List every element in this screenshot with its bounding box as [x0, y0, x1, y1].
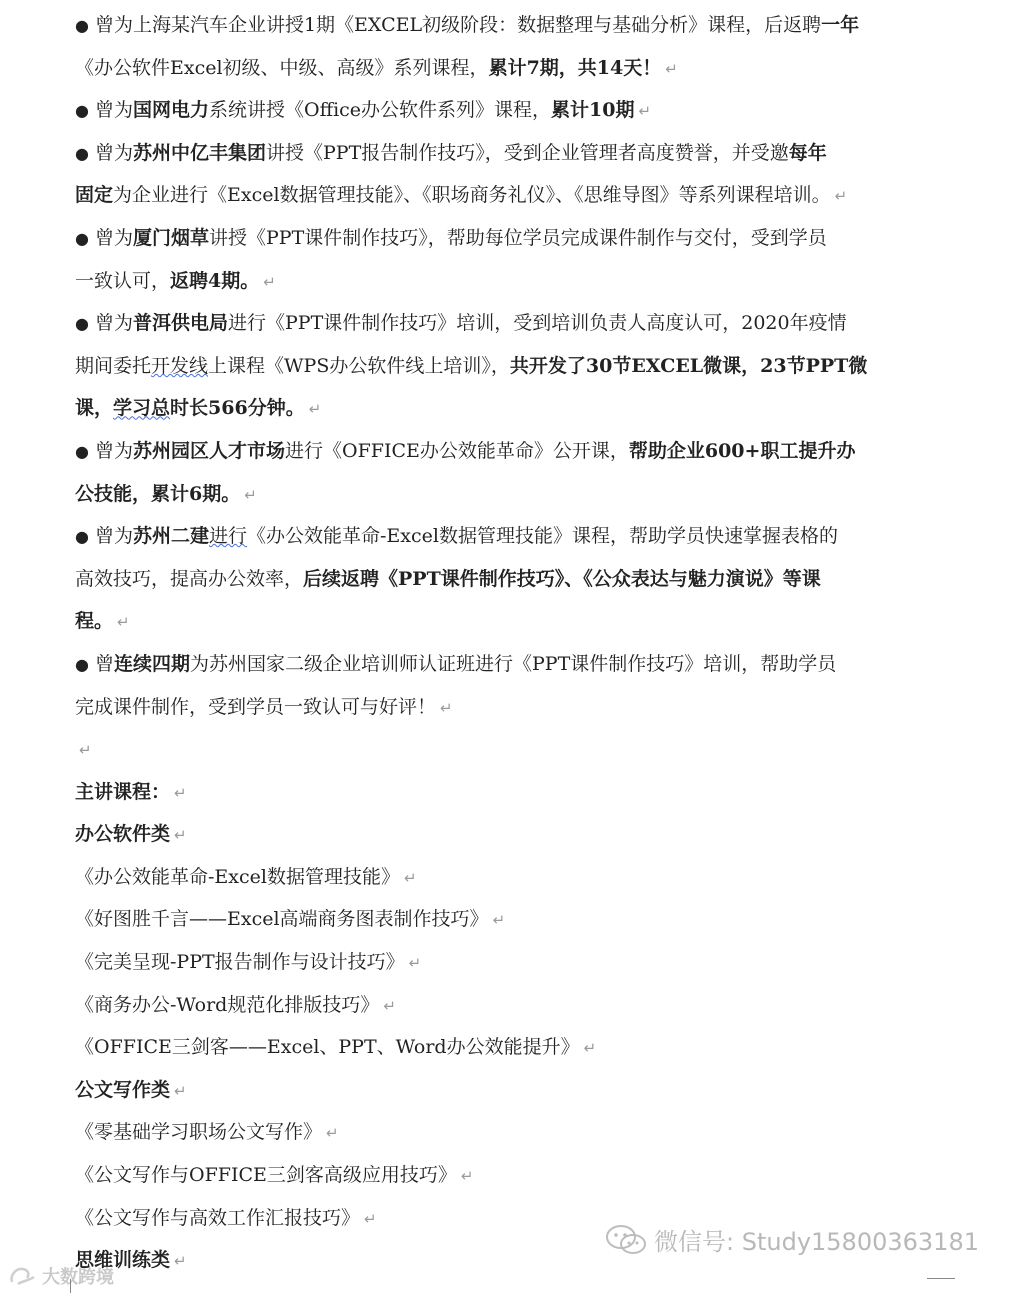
paragraph [75, 217, 935, 302]
paragraph [75, 643, 935, 728]
paragraph [75, 1026, 935, 1069]
text-line [75, 345, 935, 388]
paragraph-mark-icon: ↵ [403, 868, 417, 887]
paragraph [75, 771, 935, 814]
paragraph [75, 4, 935, 89]
text-run: 曾为 [94, 141, 133, 164]
text-line [75, 430, 935, 473]
text-line [75, 174, 935, 217]
bold-text-run: 苏州园区人才市场 [132, 439, 285, 462]
document-body [75, 4, 935, 1282]
paragraph-mark-icon: ↵ [263, 272, 276, 291]
bold-text-run: 国网电力 [132, 99, 209, 122]
text-run: 《OFFICE三剑客——Excel、PPT、Word办公效能提升》 [75, 1036, 580, 1059]
logo-watermark-text: 大数跨境 [42, 1267, 114, 1288]
paragraph-mark-icon: ↵ [460, 1167, 474, 1186]
page-corner-mark [927, 1278, 955, 1293]
paragraph-mark-icon: ↵ [408, 954, 422, 973]
bold-text-run: 思维训练类 [75, 1249, 171, 1272]
text-run: 《完美呈现-PPT报告制作与设计技巧》 [75, 951, 405, 974]
text-line [75, 515, 935, 558]
paragraph-mark-icon: ↵ [174, 783, 187, 802]
paragraph-mark-icon: ↵ [638, 102, 652, 121]
bold-text-run: 连续四期 [113, 652, 190, 675]
paragraph [75, 898, 935, 941]
text-run: 《商务办公-Word规范化排版技巧》 [75, 993, 380, 1016]
text-line [75, 132, 935, 175]
bullet-icon: ● [75, 441, 89, 461]
bold-text-run: 共开发了30节EXCEL微课，23节PPT微 [509, 354, 868, 377]
text-line [75, 1111, 935, 1154]
paragraph [75, 984, 935, 1027]
paragraph [75, 728, 935, 771]
paragraph-mark-icon: ↵ [79, 741, 92, 760]
text-run: 《办公效能革命-Excel数据管理技能》 [75, 865, 400, 888]
text-line [75, 643, 935, 686]
text-line [75, 387, 935, 430]
bold-text-run: 固定 [75, 184, 114, 207]
text-line [75, 771, 935, 814]
paragraph [75, 856, 935, 899]
text-line [75, 813, 935, 856]
text-run: 《公文写作与高效工作汇报技巧》 [75, 1206, 361, 1229]
paragraph-mark-icon: ↵ [383, 996, 396, 1015]
paragraph-mark-icon: ↵ [834, 187, 848, 206]
text-run: 为苏州国家二级企业培训师认证班进行《PPT课件制作技巧》培训，帮助学员 [190, 652, 837, 675]
text-run: 讲授《PPT报告制作技巧》，受到企业管理者高度赞誉，并受邀 [266, 141, 789, 164]
text-run: 曾 [94, 652, 114, 675]
bold-text-run: 普洱供电局 [132, 312, 228, 335]
bold-text-run: 厦门烟草 [132, 226, 209, 249]
paragraph-mark-icon: ↵ [440, 698, 453, 717]
text-line [75, 600, 935, 643]
text-run: 进行《PPT课件制作技巧》培训，受到培训负责人高度认可，2020年疫情 [228, 312, 847, 335]
text-run: 曾为上海某汽车企业讲授1期《EXCEL初级阶段：数据整理与基础分析》课程，后返聘 [94, 14, 822, 36]
wechat-watermark-text: 微信号: Study15800363181 [654, 1228, 979, 1256]
text-run: 曾为 [94, 525, 133, 548]
text-line [75, 728, 935, 771]
text-run: 曾为 [94, 439, 133, 462]
paragraph [75, 302, 935, 430]
paragraph [75, 89, 935, 132]
bold-text-run: 累计10期 [551, 99, 635, 122]
logo-icon [8, 1265, 38, 1287]
text-run: 期间委托 [75, 354, 152, 377]
bold-text-run: 程。 [75, 610, 114, 633]
paragraph [75, 941, 935, 984]
bold-text-run: 返聘4期。 [170, 269, 260, 292]
paragraph-mark-icon: ↵ [583, 1039, 597, 1058]
bold-text-run: 每年 [788, 141, 827, 164]
bullet-icon: ● [75, 314, 89, 334]
text-line [75, 260, 935, 303]
text-run: 曾为 [94, 99, 133, 122]
text-line [75, 984, 935, 1027]
paragraph [75, 1154, 935, 1197]
bullet-icon: ● [75, 101, 89, 121]
bold-text-run: 一年 [821, 14, 860, 36]
text-run: 完成课件制作，受到学员一致认可与好评！ [75, 695, 437, 718]
paragraph-mark-icon: ↵ [174, 826, 187, 845]
bullet-icon: ● [75, 143, 89, 163]
bullet-icon: ● [75, 228, 89, 248]
text-line [75, 89, 935, 132]
text-line [75, 558, 935, 601]
text-run: 上课程《WPS办公软件线上培训》， [208, 354, 510, 377]
text-run: 系统讲授《Office办公软件系列》课程， [209, 99, 552, 122]
paragraph [75, 430, 935, 515]
text-run: 曾为 [94, 312, 133, 335]
paragraph-mark-icon: ↵ [117, 613, 130, 632]
bold-text-run: 苏州二建 [132, 525, 209, 548]
bold-text-run: 帮助企业600+职工提升办 [628, 439, 856, 462]
paragraph-mark-icon: ↵ [492, 911, 506, 930]
wechat-watermark [604, 1222, 979, 1257]
text-line [75, 898, 935, 941]
bold-text-run: 公文写作类 [75, 1078, 171, 1101]
page-corner-mark [48, 1279, 71, 1293]
paragraph-mark-icon: ↵ [174, 1081, 187, 1100]
bold-text-run: 课， [75, 397, 114, 420]
text-run: 《办公效能革命-Excel数据管理技能》课程，帮助学员快速掌握表格的 [247, 525, 838, 548]
text-line [75, 941, 935, 984]
text-run: 《零基础学习职场公文写作》 [75, 1121, 323, 1144]
text-run: 高效技巧，提高办公效率， [75, 567, 304, 590]
text-line [75, 686, 935, 729]
text-line [75, 217, 935, 260]
text-line [75, 856, 935, 899]
paragraph-mark-icon: ↵ [244, 485, 257, 504]
text-run: 《好图胜千言——Excel高端商务图表制作技巧》 [75, 908, 489, 931]
spellcheck-text-run: 进行 [209, 525, 248, 548]
paragraph [75, 813, 935, 856]
paragraph-mark-icon: ↵ [326, 1124, 339, 1143]
paragraph [75, 1069, 935, 1112]
text-run: 讲授《PPT课件制作技巧》，帮助每位学员完成课件制作与交付，受到学员 [209, 226, 827, 249]
bold-text-run: 时长566分钟。 [170, 397, 305, 420]
text-line [75, 4, 935, 47]
text-line [75, 1026, 935, 1069]
text-run: 进行《OFFICE办公效能革命》公开课， [285, 439, 629, 462]
text-line [75, 1069, 935, 1112]
paragraph-mark-icon: ↵ [308, 400, 322, 419]
bullet-icon: ● [75, 16, 89, 35]
bold-spellcheck-text-run: 学习总 [113, 397, 171, 420]
paragraph [75, 515, 935, 643]
bold-text-run: 公技能，累计6期。 [75, 482, 241, 505]
bold-text-run: 办公软件类 [75, 823, 171, 846]
paragraph [75, 132, 935, 217]
text-run: 曾为 [94, 226, 133, 249]
text-run: 《公文写作与OFFICE三剑客高级应用技巧》 [75, 1164, 457, 1187]
bullet-icon: ● [75, 527, 89, 547]
text-run: 《办公软件Excel初级、中级、高级》系列课程， [75, 56, 489, 79]
paragraph-mark-icon: ↵ [665, 59, 678, 78]
paragraph-mark-icon: ↵ [174, 1252, 187, 1271]
paragraph-mark-icon: ↵ [364, 1209, 377, 1228]
text-run: 为企业进行《Excel数据管理技能》、《职场商务礼仪》、《思维导图》等系列课程培训。 [113, 184, 831, 207]
text-line [75, 473, 935, 516]
bold-text-run: 后续返聘《PPT课件制作技巧》、《公众表达与魅力演说》等课 [303, 567, 821, 590]
bold-text-run: 苏州中亿丰集团 [132, 141, 266, 164]
paragraph [75, 1111, 935, 1154]
bold-text-run: 主讲课程： [75, 780, 171, 803]
wechat-icon [604, 1223, 648, 1257]
bullet-icon: ● [75, 654, 89, 674]
text-line [75, 1154, 935, 1197]
bold-text-run: 累计7期，共14天！ [488, 56, 662, 79]
spellcheck-text-run: 开发线 [151, 354, 209, 377]
text-line [75, 302, 935, 345]
text-run: 一致认可， [75, 269, 171, 292]
text-line [75, 47, 935, 90]
